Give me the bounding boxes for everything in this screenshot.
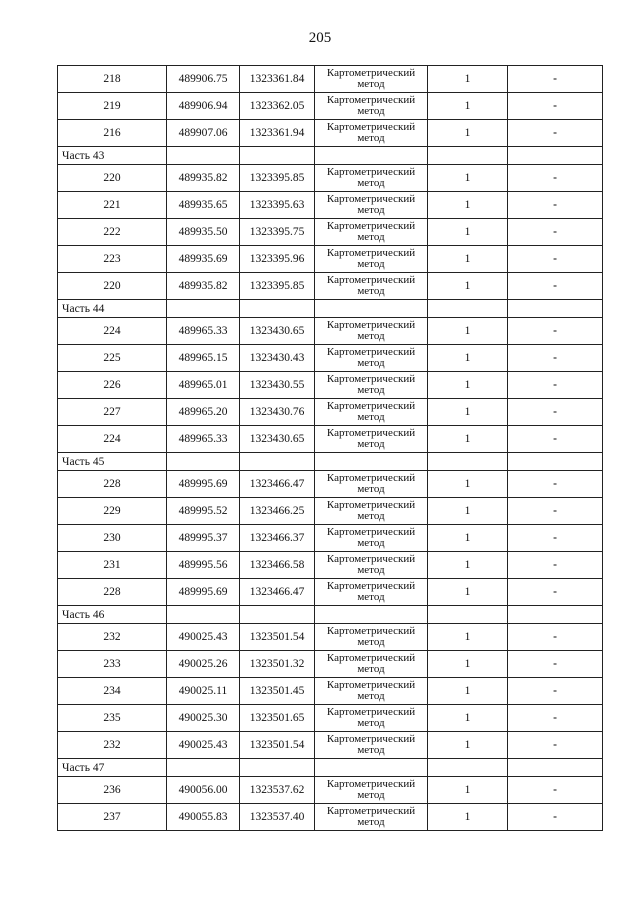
y-coordinate-cell: 1323501.54: [240, 624, 315, 651]
table-row: [58, 777, 603, 804]
method-line-2: метод: [357, 636, 385, 648]
empty-cell: [508, 453, 603, 471]
table-row: [58, 651, 603, 678]
x-coordinate-cell: 490056.00: [167, 777, 240, 804]
point-number-cell: 236: [58, 777, 167, 804]
method-cell: [315, 93, 428, 120]
method-line-2: метод: [357, 204, 385, 216]
x-coordinate-cell: 489995.37: [167, 525, 240, 552]
method-line-1: Картометрический: [326, 625, 416, 637]
y-coordinate-cell: 1323395.96: [240, 246, 315, 273]
table-row: [58, 318, 603, 345]
table-row: [58, 579, 603, 606]
method-line-2: метод: [357, 258, 385, 270]
description-cell: -: [508, 372, 603, 399]
accuracy-cell: 1: [428, 651, 508, 678]
x-coordinate-cell: 489965.33: [167, 426, 240, 453]
point-number-cell: 226: [58, 372, 167, 399]
accuracy-cell: 1: [428, 498, 508, 525]
method-cell: [315, 372, 428, 399]
empty-cell: [428, 453, 508, 471]
point-number-cell: 228: [58, 579, 167, 606]
point-number-cell: 225: [58, 345, 167, 372]
point-number-cell: 231: [58, 552, 167, 579]
accuracy-cell: 1: [428, 273, 508, 300]
table-row: [58, 273, 603, 300]
y-coordinate-cell: 1323466.25: [240, 498, 315, 525]
point-number-cell: 237: [58, 804, 167, 831]
y-coordinate-cell: 1323395.63: [240, 192, 315, 219]
accuracy-cell: 1: [428, 93, 508, 120]
method-line-2: метод: [357, 564, 385, 576]
table-row: [58, 120, 603, 147]
empty-cell: [315, 147, 428, 165]
x-coordinate-cell: 490025.43: [167, 732, 240, 759]
y-coordinate-cell: 1323501.54: [240, 732, 315, 759]
method-line-1: Картометрический: [326, 580, 416, 592]
x-coordinate-cell: 489965.20: [167, 399, 240, 426]
point-number-cell: 229: [58, 498, 167, 525]
point-number-cell: 235: [58, 705, 167, 732]
table-row: [58, 426, 603, 453]
x-coordinate-cell: 489935.82: [167, 165, 240, 192]
description-cell: -: [508, 579, 603, 606]
method-line-2: метод: [357, 438, 385, 450]
method-cell: [315, 399, 428, 426]
x-coordinate-cell: 490025.11: [167, 678, 240, 705]
method-line-2: метод: [357, 816, 385, 828]
empty-cell: [428, 606, 508, 624]
x-coordinate-cell: 489907.06: [167, 120, 240, 147]
method-cell: [315, 273, 428, 300]
table-row: [58, 192, 603, 219]
page-number: 205: [308, 30, 332, 46]
accuracy-cell: 1: [428, 705, 508, 732]
accuracy-cell: 1: [428, 624, 508, 651]
method-line-1: Картометрический: [326, 679, 416, 691]
point-number-cell: 227: [58, 399, 167, 426]
method-line-1: Картометрический: [326, 319, 416, 331]
description-cell: -: [508, 651, 603, 678]
method-cell: [315, 678, 428, 705]
part-header-row: [58, 606, 603, 624]
accuracy-cell: 1: [428, 678, 508, 705]
method-line-2: метод: [357, 177, 385, 189]
point-number-cell: 230: [58, 525, 167, 552]
method-cell: [315, 552, 428, 579]
description-cell: -: [508, 624, 603, 651]
method-cell: [315, 498, 428, 525]
method-line-1: Картометрический: [326, 247, 416, 259]
method-line-2: метод: [357, 510, 385, 522]
method-cell: [315, 345, 428, 372]
accuracy-cell: 1: [428, 192, 508, 219]
accuracy-cell: 1: [428, 66, 508, 93]
accuracy-cell: 1: [428, 471, 508, 498]
y-coordinate-cell: 1323501.65: [240, 705, 315, 732]
method-cell: [315, 426, 428, 453]
method-line-2: метод: [357, 591, 385, 603]
table-row: [58, 372, 603, 399]
accuracy-cell: 1: [428, 552, 508, 579]
method-cell: [315, 651, 428, 678]
description-cell: -: [508, 246, 603, 273]
description-cell: -: [508, 345, 603, 372]
y-coordinate-cell: 1323537.40: [240, 804, 315, 831]
method-cell: [315, 525, 428, 552]
method-line-2: метод: [357, 330, 385, 342]
empty-cell: [240, 606, 315, 624]
method-line-1: Картометрический: [326, 706, 416, 718]
point-number-cell: 232: [58, 732, 167, 759]
table-row: [58, 219, 603, 246]
y-coordinate-cell: 1323537.62: [240, 777, 315, 804]
table-row: [58, 246, 603, 273]
method-line-2: метод: [357, 663, 385, 675]
accuracy-cell: 1: [428, 426, 508, 453]
empty-cell: [240, 300, 315, 318]
method-line-1: Картометрический: [326, 553, 416, 565]
point-number-cell: 220: [58, 165, 167, 192]
y-coordinate-cell: 1323430.76: [240, 399, 315, 426]
method-line-2: метод: [357, 717, 385, 729]
x-coordinate-cell: 490025.30: [167, 705, 240, 732]
point-number-cell: 224: [58, 318, 167, 345]
y-coordinate-cell: 1323430.65: [240, 426, 315, 453]
method-line-1: Картометрический: [326, 121, 416, 133]
accuracy-cell: 1: [428, 345, 508, 372]
point-number-cell: 218: [58, 66, 167, 93]
description-cell: -: [508, 318, 603, 345]
table-row: [58, 399, 603, 426]
point-number-cell: 221: [58, 192, 167, 219]
description-cell: -: [508, 426, 603, 453]
accuracy-cell: 1: [428, 219, 508, 246]
method-line-1: Картометрический: [326, 526, 416, 538]
description-cell: -: [508, 120, 603, 147]
description-cell: -: [508, 777, 603, 804]
part-label: Часть 44: [58, 300, 167, 318]
y-coordinate-cell: 1323361.84: [240, 66, 315, 93]
empty-cell: [428, 300, 508, 318]
description-cell: -: [508, 732, 603, 759]
method-line-1: Картометрический: [326, 427, 416, 439]
description-cell: -: [508, 165, 603, 192]
y-coordinate-cell: 1323501.45: [240, 678, 315, 705]
description-cell: -: [508, 192, 603, 219]
method-line-2: метод: [357, 231, 385, 243]
description-cell: -: [508, 471, 603, 498]
method-cell: [315, 165, 428, 192]
empty-cell: [315, 453, 428, 471]
method-line-1: Картометрический: [326, 499, 416, 511]
y-coordinate-cell: 1323430.55: [240, 372, 315, 399]
y-coordinate-cell: 1323430.65: [240, 318, 315, 345]
part-header-row: [58, 453, 603, 471]
method-line-1: Картометрический: [326, 778, 416, 790]
empty-cell: [167, 606, 240, 624]
empty-cell: [315, 606, 428, 624]
empty-cell: [428, 147, 508, 165]
point-number-cell: 233: [58, 651, 167, 678]
part-label: Часть 45: [58, 453, 167, 471]
method-line-1: Картометрический: [326, 220, 416, 232]
point-number-cell: 216: [58, 120, 167, 147]
method-cell: [315, 192, 428, 219]
y-coordinate-cell: 1323466.47: [240, 471, 315, 498]
x-coordinate-cell: 489965.15: [167, 345, 240, 372]
x-coordinate-cell: 490055.83: [167, 804, 240, 831]
method-cell: [315, 219, 428, 246]
description-cell: -: [508, 219, 603, 246]
description-cell: -: [508, 66, 603, 93]
method-line-1: Картометрический: [326, 373, 416, 385]
method-cell: [315, 471, 428, 498]
table-row: [58, 525, 603, 552]
table-row: [58, 705, 603, 732]
method-line-1: Картометрический: [326, 400, 416, 412]
method-line-2: метод: [357, 384, 385, 396]
method-line-2: метод: [357, 285, 385, 297]
empty-cell: [428, 759, 508, 777]
table-row: [58, 624, 603, 651]
accuracy-cell: 1: [428, 246, 508, 273]
method-cell: [315, 705, 428, 732]
method-cell: [315, 66, 428, 93]
x-coordinate-cell: 489906.94: [167, 93, 240, 120]
table-row: [58, 552, 603, 579]
point-number-cell: 224: [58, 426, 167, 453]
method-line-1: Картометрический: [326, 805, 416, 817]
x-coordinate-cell: 489906.75: [167, 66, 240, 93]
method-line-1: Картометрический: [326, 346, 416, 358]
table-row: [58, 678, 603, 705]
y-coordinate-cell: 1323395.85: [240, 165, 315, 192]
y-coordinate-cell: 1323362.05: [240, 93, 315, 120]
method-cell: [315, 579, 428, 606]
empty-cell: [167, 147, 240, 165]
table-row: [58, 498, 603, 525]
description-cell: -: [508, 678, 603, 705]
empty-cell: [167, 759, 240, 777]
x-coordinate-cell: 489995.52: [167, 498, 240, 525]
part-label: Часть 47: [58, 759, 167, 777]
method-line-2: метод: [357, 537, 385, 549]
empty-cell: [315, 300, 428, 318]
y-coordinate-cell: 1323466.47: [240, 579, 315, 606]
method-line-1: Картометрический: [326, 274, 416, 286]
description-cell: -: [508, 498, 603, 525]
method-cell: [315, 804, 428, 831]
x-coordinate-cell: 489935.82: [167, 273, 240, 300]
method-line-1: Картометрический: [326, 94, 416, 106]
x-coordinate-cell: 489935.69: [167, 246, 240, 273]
accuracy-cell: 1: [428, 120, 508, 147]
method-line-1: Картометрический: [326, 733, 416, 745]
description-cell: -: [508, 93, 603, 120]
method-line-2: метод: [357, 78, 385, 90]
x-coordinate-cell: 489965.01: [167, 372, 240, 399]
empty-cell: [508, 759, 603, 777]
x-coordinate-cell: 489935.50: [167, 219, 240, 246]
method-line-2: метод: [357, 357, 385, 369]
table-row: [58, 66, 603, 93]
accuracy-cell: 1: [428, 399, 508, 426]
x-coordinate-cell: 489995.69: [167, 579, 240, 606]
empty-cell: [508, 147, 603, 165]
method-cell: [315, 732, 428, 759]
point-number-cell: 223: [58, 246, 167, 273]
method-line-2: метод: [357, 690, 385, 702]
y-coordinate-cell: 1323395.75: [240, 219, 315, 246]
y-coordinate-cell: 1323501.32: [240, 651, 315, 678]
table-row: [58, 165, 603, 192]
table-row: [58, 732, 603, 759]
x-coordinate-cell: 489935.65: [167, 192, 240, 219]
accuracy-cell: 1: [428, 579, 508, 606]
part-header-row: [58, 759, 603, 777]
description-cell: -: [508, 399, 603, 426]
table-row: [58, 345, 603, 372]
method-line-2: метод: [357, 105, 385, 117]
empty-cell: [167, 453, 240, 471]
y-coordinate-cell: 1323395.85: [240, 273, 315, 300]
x-coordinate-cell: 489995.69: [167, 471, 240, 498]
method-line-1: Картометрический: [326, 67, 416, 79]
accuracy-cell: 1: [428, 732, 508, 759]
method-line-1: Картометрический: [326, 652, 416, 664]
method-line-2: метод: [357, 483, 385, 495]
accuracy-cell: 1: [428, 318, 508, 345]
empty-cell: [240, 453, 315, 471]
point-number-cell: 234: [58, 678, 167, 705]
method-line-1: Картометрический: [326, 193, 416, 205]
empty-cell: [315, 759, 428, 777]
table-row: [58, 93, 603, 120]
point-number-cell: 228: [58, 471, 167, 498]
x-coordinate-cell: 489995.56: [167, 552, 240, 579]
point-number-cell: 222: [58, 219, 167, 246]
empty-cell: [167, 300, 240, 318]
part-header-row: [58, 147, 603, 165]
x-coordinate-cell: 489965.33: [167, 318, 240, 345]
point-number-cell: 220: [58, 273, 167, 300]
empty-cell: [508, 300, 603, 318]
empty-cell: [508, 606, 603, 624]
table-row: [58, 804, 603, 831]
accuracy-cell: 1: [428, 777, 508, 804]
empty-cell: [240, 759, 315, 777]
y-coordinate-cell: 1323361.94: [240, 120, 315, 147]
method-line-2: метод: [357, 744, 385, 756]
description-cell: -: [508, 804, 603, 831]
part-label: Часть 43: [58, 147, 167, 165]
method-cell: [315, 624, 428, 651]
method-cell: [315, 777, 428, 804]
accuracy-cell: 1: [428, 804, 508, 831]
method-line-2: метод: [357, 411, 385, 423]
point-number-cell: 219: [58, 93, 167, 120]
empty-cell: [240, 147, 315, 165]
description-cell: -: [508, 552, 603, 579]
method-line-2: метод: [357, 132, 385, 144]
y-coordinate-cell: 1323430.43: [240, 345, 315, 372]
method-line-1: Картометрический: [326, 472, 416, 484]
table-row: [58, 471, 603, 498]
method-cell: [315, 246, 428, 273]
method-line-1: Картометрический: [326, 166, 416, 178]
accuracy-cell: 1: [428, 165, 508, 192]
x-coordinate-cell: 490025.43: [167, 624, 240, 651]
description-cell: -: [508, 525, 603, 552]
y-coordinate-cell: 1323466.58: [240, 552, 315, 579]
part-label: Часть 46: [58, 606, 167, 624]
description-cell: -: [508, 273, 603, 300]
y-coordinate-cell: 1323466.37: [240, 525, 315, 552]
description-cell: -: [508, 705, 603, 732]
x-coordinate-cell: 490025.26: [167, 651, 240, 678]
coordinates-table-body: [58, 66, 603, 831]
method-cell: [315, 318, 428, 345]
part-header-row: [58, 300, 603, 318]
method-cell: [315, 120, 428, 147]
accuracy-cell: 1: [428, 372, 508, 399]
point-number-cell: 232: [58, 624, 167, 651]
coordinates-table: [57, 65, 603, 831]
method-line-2: метод: [357, 789, 385, 801]
accuracy-cell: 1: [428, 525, 508, 552]
